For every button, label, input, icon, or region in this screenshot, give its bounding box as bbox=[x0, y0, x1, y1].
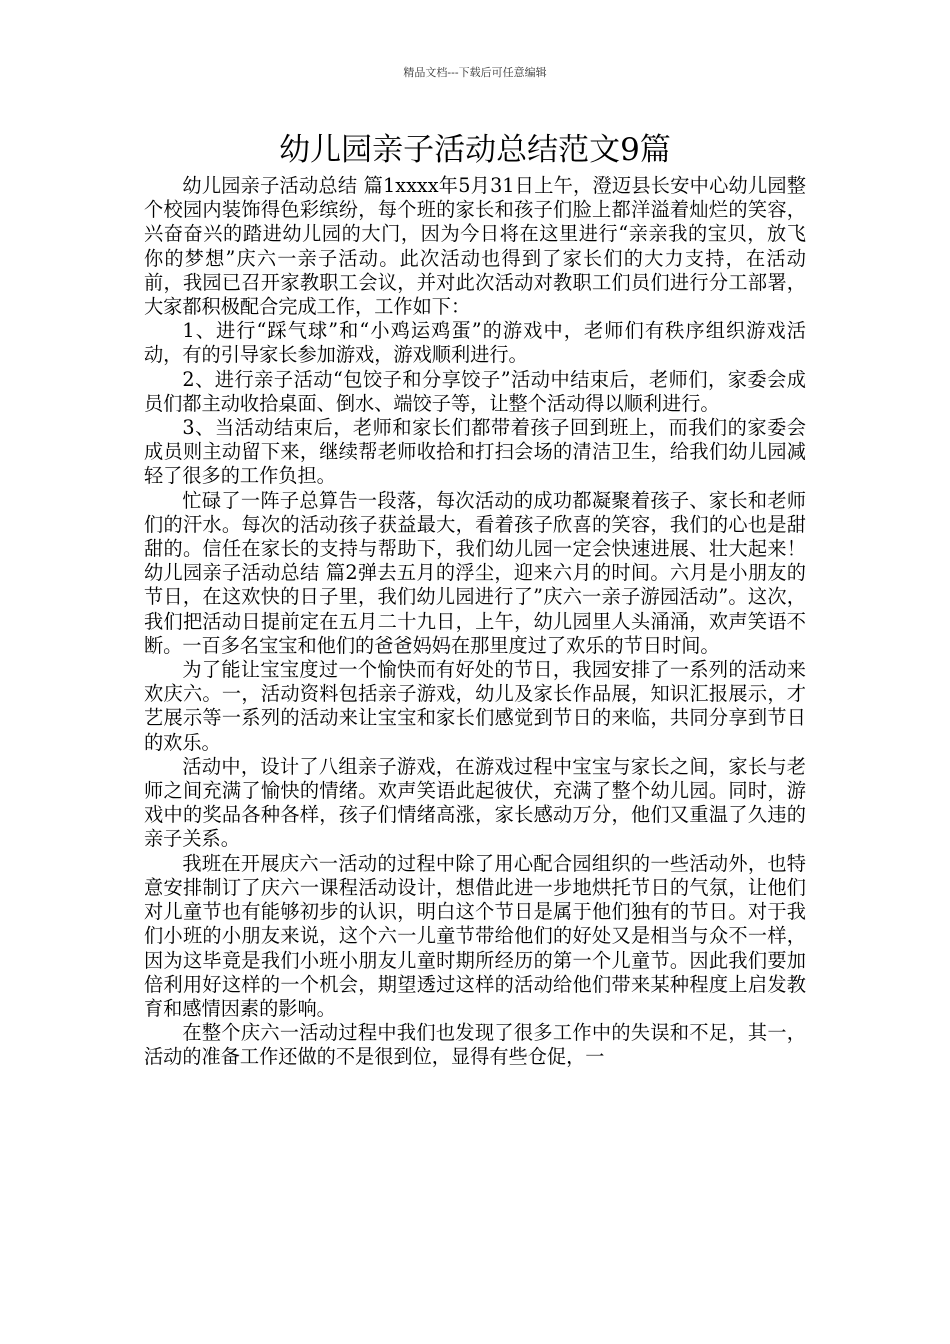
header-note: 精品文档---下载后可任意编辑 bbox=[403, 66, 547, 79]
paragraph: 在整个庆六一活动过程中我们也发现了很多工作中的失误和不足，其一，活动的准备工作还做的不是很到位，显得有些仓促，一 bbox=[144, 1021, 806, 1069]
paragraph: 活动中，设计了八组亲子游戏，在游戏过程中宝宝与家长之间，家长与老师之间充满了愉快的情绪。欢声笑语此起彼伏，充满了整个幼儿园。同时，游戏中的奖品各种各样，孩子们情绪高涨，家长感动万分，他们又重温了久违的亲子关系。 bbox=[144, 754, 806, 851]
document-title: 幼儿园亲子活动总结范文9篇 bbox=[279, 132, 671, 168]
paragraph: 我班在开展庆六一活动的过程中除了用心配合园组织的一些活动外，也特意安排制订了庆六一课程活动设计，想借此进一步地烘托节日的气氛，让他们对儿童节也有能够初步的认识，明白这个节日是属于他们独有的节日。对于我们小班的小朋友来说，这个六一儿童节带给他们的好处又是相当与众不一样，因为这毕竟是我们小班小朋友儿童时期所经历的第一个儿童节。因此我们要加倍利用好这样的一个机会，期望透过这样的活动给他们带来某种程度上启发教育和感情因素的影响。 bbox=[144, 851, 806, 1020]
paragraph: 1、进行“踩气球”和“小鸡运鸡蛋”的游戏中，老师们有秩序组织游戏活动，有的引导家长参加游戏，游戏顺利进行。 bbox=[144, 319, 806, 367]
paragraph: 为了能让宝宝度过一个愉快而有好处的节日，我园安排了一系列的活动来欢庆六。一，活动资料包括亲子游戏，幼儿及家长作品展，知识汇报展示，才艺展示等一系列的活动来让宝宝和家长们感觉到节日的来临，共同分享到节日的欢乐。 bbox=[144, 658, 806, 754]
paragraph: 幼儿园亲子活动总结 篇1xxxx年5月31日上午，澄迈县长安中心幼儿园整个校园内装饰得色彩缤纷，每个班的家长和孩子们脸上都洋溢着灿烂的笑容，兴奋奋兴的踏进幼儿园的大门，因为今日将在这里进行“亲亲我的宝贝，放飞你的梦想”庆六一亲子活动。此次活动也得到了家长们的大力支持，在活动前，我园已召开家教职工会议，并对此次活动对教职工们员们进行分工部署，大家都积极配合完成工作，工作如下： bbox=[144, 174, 806, 319]
paragraph: 2、进行亲子活动“包饺子和分享饺子”活动中结束后，老师们，家委会成员们都主动收拾桌面、倒水、端饺子等，让整个活动得以顺利进行。 bbox=[144, 367, 806, 415]
document-body bbox=[144, 174, 806, 1070]
paragraph: 忙碌了一阵子总算告一段落，每次活动的成功都凝聚着孩子、家长和老师们的汗水。每次的活动孩子获益最大，看着孩子欣喜的笑容，我们的心也是甜甜的。信任在家长的支持与帮助下，我们幼儿园一定会快速进展、壮大起来！幼儿园亲子活动总结 篇2弹去五月的浮尘，迎来六月的时间。六月是小朋友的节日，在这欢快的日子里，我们幼儿园进行了”庆六一亲子游园活动”。这次，我们把活动日提前定在五月二十九日，上午，幼儿园里人头涌涌，欢声笑语不断。一百多名宝宝和他们的爸爸妈妈在那里度过了欢乐的节日时间。 bbox=[144, 488, 806, 657]
paragraph: 3、当活动结束后，老师和家长们都带着孩子回到班上，而我们的家委会成员则主动留下来，继续帮老师收拾和打扫会场的清洁卫生，给我们幼儿园减轻了很多的工作负担。 bbox=[144, 416, 806, 488]
